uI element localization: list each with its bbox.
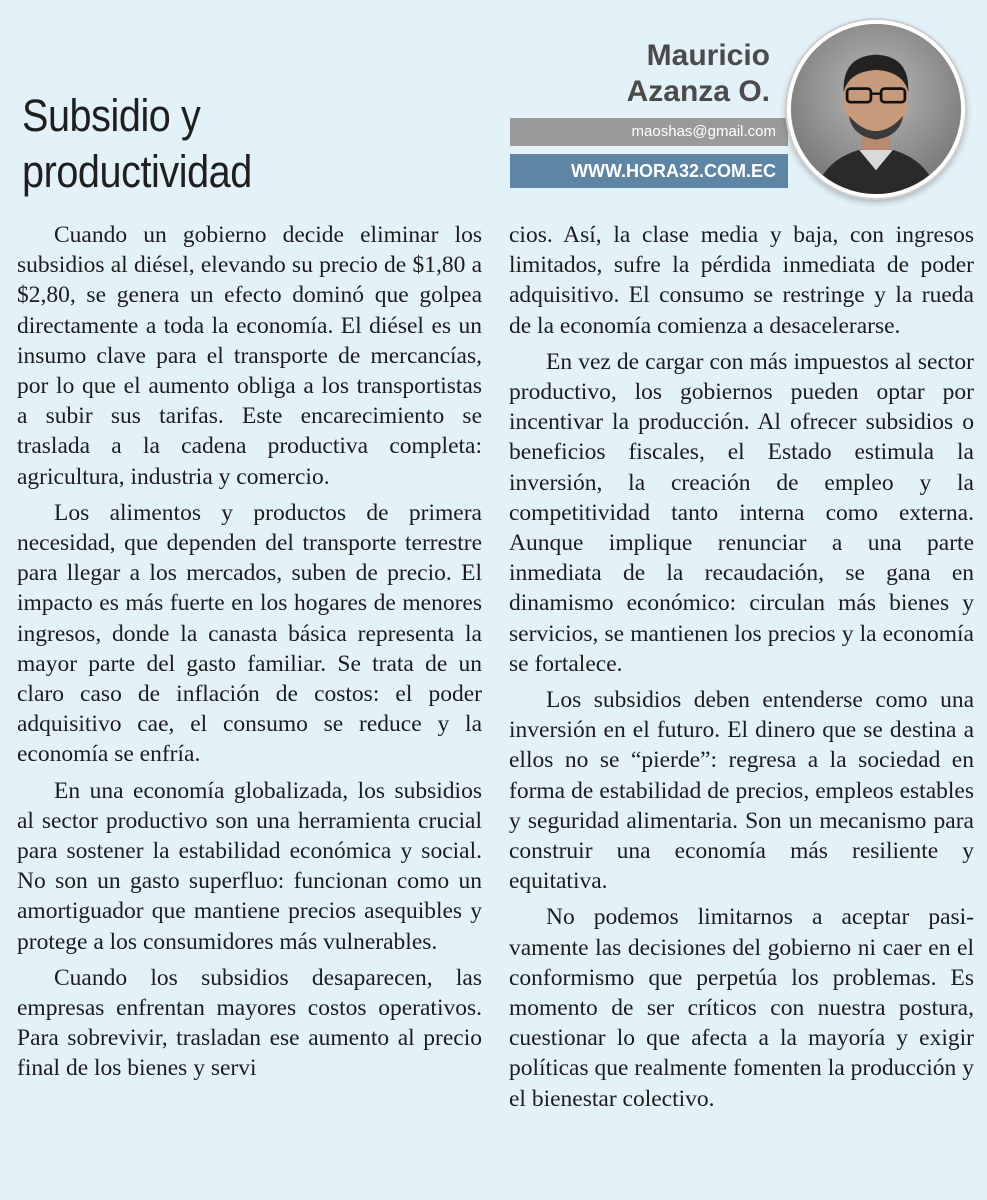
- article-paragraph: Los alimentos y productos de primera necesidad, que dependen del transporte terrestre para llegar a los mercados, suben de precio. El impacto es más fuerte en los hogares de menores ingresos, donde la canasta básica representa la mayor parte del gasto familiar. Se trata de un claro caso de inflación de costos: el poder adquisitivo cae, el consumo se reduce y la economía se enfría.: [17, 499, 482, 768]
- headline-line-1: Subsidio y: [22, 90, 201, 141]
- article-paragraph-continued: cios. Así, la clase media y baja, con ingresos limitados, sufre la pérdida inmediata de poder adquisitivo. El consumo se restringe y la rueda de la economía comienza a desacelerarse.: [509, 222, 974, 339]
- article-column-left: [17, 220, 482, 1090]
- article-headline: [22, 88, 427, 200]
- author-first-name: Mauricio: [646, 39, 770, 72]
- author-last-name: Azanza O.: [626, 75, 770, 108]
- article-paragraph: Cuando los subsidios desaparecen, las empresas enfrentan mayores costos operativos. Para sobrevivir, trasladan ese aumento al precio final de los bienes y servi: [17, 964, 482, 1082]
- article-paragraph: Los subsidios deben entenderse como una inversión en el futuro. El dinero que se destina a ellos no se “pierde”: regresa a la sociedad en forma de estabilidad de precios, empleos estables y seguridad alimentaria. Son un mecanismo para construir una economía más resiliente y equitativa.: [509, 687, 974, 895]
- author-email: maoshas@gmail.com: [510, 118, 788, 146]
- website-banner: WWW.HORA32.COM.EC: [510, 154, 788, 188]
- author-portrait-icon: [787, 20, 965, 198]
- article-column-right: [509, 220, 974, 1120]
- author-name: [627, 38, 770, 110]
- article-paragraph: En vez de cargar con más impuestos al sector productivo, los gobiernos pueden optar por incentivar la producción. Al ofrecer subsidios o beneficios fiscales, el Estado estimula la inversión, la creación de empleo y la competitividad tanto interna como externa. Aunque implique renunciar a una parte inmediata de la recaudación, se gana en dinamismo económico: circulan más bienes y servicios, se mantienen los precios y la economía se fortalece.: [509, 348, 974, 677]
- article-paragraph: Cuando un gobierno decide eliminar los subsidios al diésel, elevando su precio de $1,80 a $2,80, se genera un efecto dominó que golpea directamente a toda la economía. El diésel es un insumo clave para el transporte de mercancías, por lo que el aumento obliga a los transportistas a subir sus tarifas. Este encarecimiento se traslada a la cadena productiva completa: agricultura, industria y comercio.: [17, 222, 482, 490]
- headline-line-2: productividad: [22, 146, 252, 197]
- author-portrait-graphic: [791, 24, 961, 194]
- article-paragraph: No podemos limitarnos a aceptar pasivamente las decisiones del gobierno ni caer en el conformismo que perpetúa los problemas. Es momento de ser críticos con nuestra postura, cuestionar lo que afecta a la mayoría y exigir políticas que realmente fomenten la producción y el bienestar colectivo.: [509, 904, 974, 1112]
- article-paragraph: En una economía globalizada, los subsidios al sector productivo son una herramienta crucial para sostener la estabilidad económica y social. No son un gasto superfluo: funcionan como un amortiguador que mantiene precios asequibles y protege a los consumidores más vulnerables.: [17, 777, 482, 955]
